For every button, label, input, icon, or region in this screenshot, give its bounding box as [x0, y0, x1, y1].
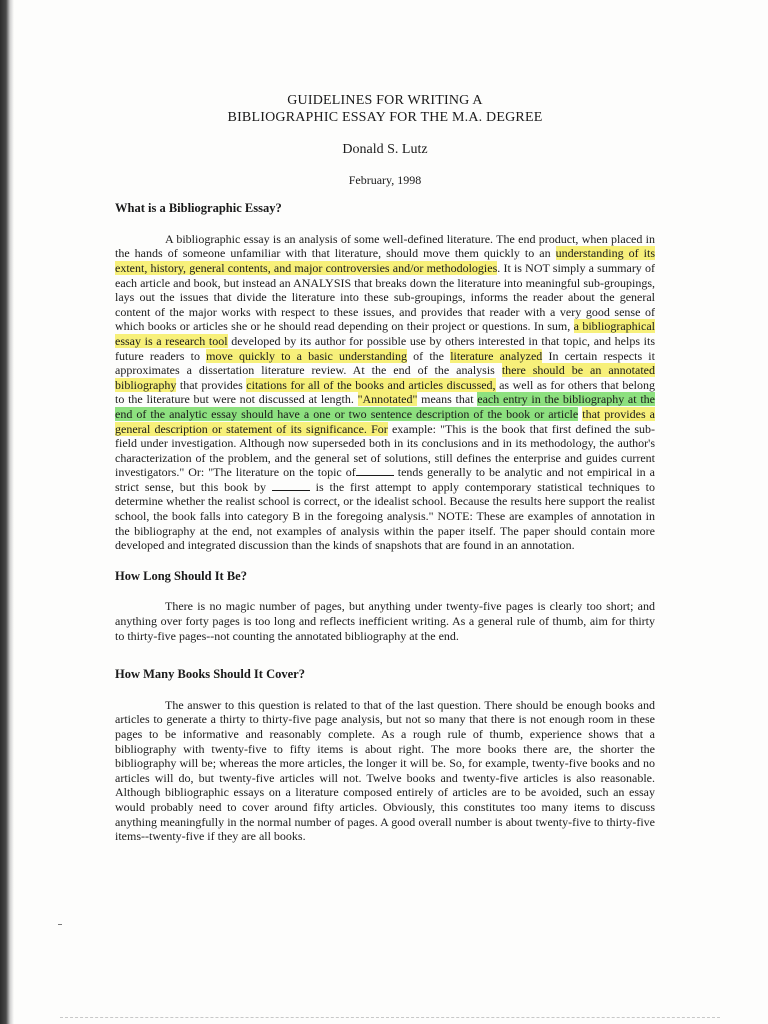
highlight-yellow: "Annotated"	[357, 392, 418, 407]
fill-in-blank	[356, 465, 394, 476]
text-run: A bibliographic essay is an analysis of some well-defined literature. The end product, when placed in the hands of someone unfamiliar with that literature, should move them quickly to an	[115, 231, 655, 261]
text-run: is the first attempt to apply contemporary statistical techniques to determine whether the realist school is correct, or the idealist school. Because the results here support the realist school, the book falls into category B in the foregoing analysis." NOTE: These are examples of annotation in the bibliography at the end, not examples of analysis within the paper itself. The paper should contain more developed and integrated discussion than the kinds of snapshots that are found in an annotation.	[115, 479, 655, 553]
text-run: example: "This is the book that first defined the sub-field under investigation. Although now superseded both in its conclusions and in its methodology, the author's characterization of the problem, and the general set of solutions, still defines the enterprise and guides current investigators." Or: "The literature on the topic of	[115, 421, 655, 480]
text-run: that provides	[176, 377, 247, 392]
fill-in-blank	[272, 480, 310, 491]
section-heading-what-is: What is a Bibliographic Essay?	[115, 201, 282, 216]
text-run: developed by its author for possible use by others interested in that topic, and helps its future readers to	[115, 333, 655, 363]
title-line-1: GUIDELINES FOR WRITING A	[287, 93, 483, 108]
text-run: as well as for others that belong to the literature but were not discussed at length.	[115, 377, 655, 407]
section-how-many-paragraph: The answer to this question is related to that of the last question. There should be enough books and articles to generate a thirty to thirty-five page analysis, but not so many that there is not enough room in these pages to be informative and reasonably complete. As a rough rule of thumb, experience shows that a bibliography with twenty-five to fifty items is about right. The more books there are, the shorter the bibliography will be; whereas the more articles, the longer it will be. So, for example, twenty-five books and no articles will do, but twenty-five articles will not. Twelve books and twenty-five articles is also reasonable. Although bibliographic essays on a literature composed entirely of articles are to be avoided, such an essay would probably need to cover around fifty articles. Obviously, this constitutes too many items to discuss anything meaningfully in the normal number of pages. A good overall number is about twenty-five to thirty-five items--twenty-five if they are all books.	[115, 697, 655, 844]
highlight-yellow: that provides a general description or statement of its significance. For	[115, 406, 655, 436]
text-run: tends generally to be analytic and not empirical in a strict sense, but this book by	[115, 465, 656, 494]
text-run: . It is NOT simply a summary of each article and book, but instead an ANALYSIS that breaks down the literature into meaningful sub-groupings, lays out the issues that divide the literature into these sub-groupings, informs the reader about the general content of the major works with respect to these issues, and provides that reader with a very good sense of which books or articles she or he should read depending on their project or questions. In sum,	[115, 260, 655, 334]
highlight-yellow: understanding of its extent, history, general contents, and major controversies and/or methodologies	[115, 246, 655, 275]
highlight-yellow: there should be an annotated bibliography	[115, 363, 655, 392]
highlight-yellow: citations for all of the books and articles discussed,	[246, 377, 496, 392]
text-run: means that	[417, 392, 478, 407]
scan-edge	[0, 0, 14, 1024]
section-heading-how-many: How Many Books Should It Cover?	[115, 667, 305, 682]
scan-footer-noise	[60, 1016, 720, 1018]
document-author: Donald S. Lutz	[342, 142, 428, 157]
highlight-yellow: literature analyzed	[450, 348, 543, 363]
document-title	[115, 92, 655, 126]
text-run: In certain respects it approximates a dissertation literature review. At the end of the analysis	[115, 348, 655, 378]
highlight-green: each entry in the bibliography at the end of the analytic essay should have a one or two sentence description of the book or article	[115, 392, 655, 421]
highlight-yellow: move quickly to a basic understanding	[206, 348, 407, 363]
highlight-yellow: a bibliographical essay is a research tool	[115, 319, 655, 348]
section-how-long-paragraph: There is no magic number of pages, but anything under twenty-five pages is clearly too short; and anything over forty pages is too long and reflects inefficient writing. As a general rule of thumb, aim for thirty to thirty-five pages--not counting the annotated bibliography at the end.	[115, 599, 655, 643]
document-date: February, 1998	[348, 172, 422, 187]
document-page	[115, 92, 655, 844]
title-line-2: BIBLIOGRAPHIC ESSAY FOR THE M.A. DEGREE	[227, 110, 543, 125]
section-what-is-paragraph	[115, 232, 655, 553]
scan-speck	[58, 924, 62, 925]
text-run: of the	[407, 348, 451, 363]
section-heading-how-long: How Long Should It Be?	[115, 568, 247, 583]
